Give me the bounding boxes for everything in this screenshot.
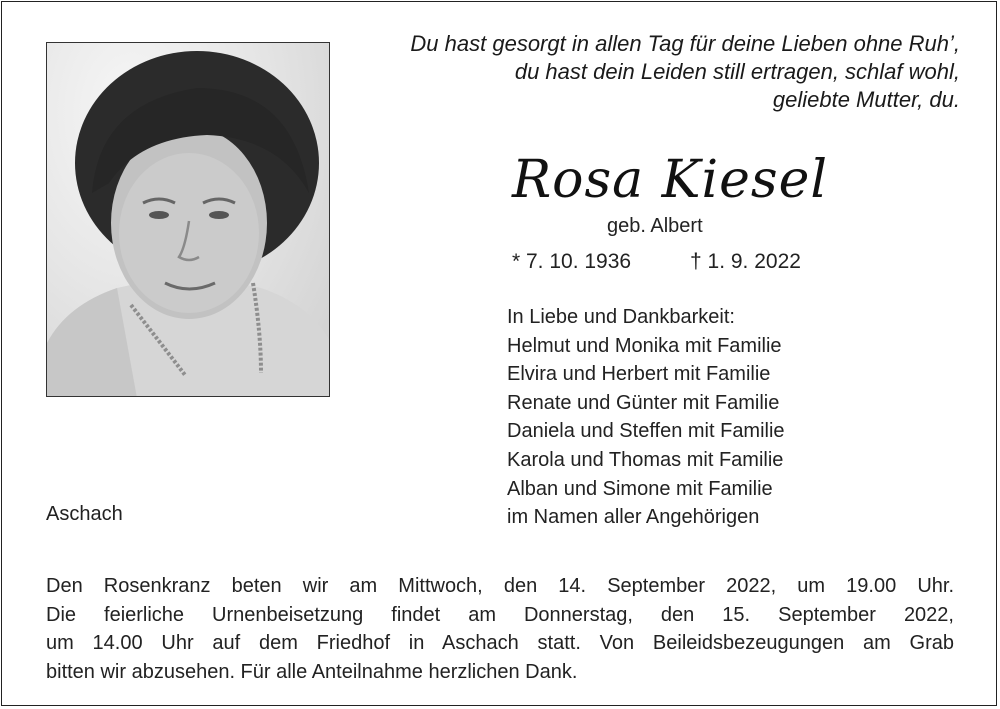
place-name: Aschach [46,503,123,525]
death-date: † 1. 9. 2022 [690,250,801,273]
birth-date: * 7. 10. 1936 [512,250,632,273]
maiden-name: geb. Albert [607,215,703,237]
deceased-name: Rosa Kiesel [512,150,829,210]
mourner-item: Alban und Simone mit Familie [507,477,773,500]
mourner-item: Renate und Günter mit Familie [507,391,780,414]
verse-line: Du hast gesorgt in allen Tag für deine Lieben ohne Ruh’, [410,31,960,56]
verse-line: du hast dein Leiden still ertragen, schlaf wohl, [514,59,960,84]
mourner-item: Daniela und Steffen mit Familie [507,420,785,443]
notice-line: bitten wir abzusehen. Für alle Anteilnahme herzlichen Dank. [46,660,578,683]
memorial-verse [410,30,960,114]
mourners-heading: In Liebe und Dankbarkeit: [507,306,735,328]
portrait-illustration [47,43,330,397]
mourner-item: im Namen aller Angehörigen [507,506,760,529]
notice-line: Die feierliche Urnenbeisetzung findet am Donnerstag, den 15. September 2022, [46,603,954,626]
service-notice [46,572,954,686]
mourner-item: Karola und Thomas mit Familie [507,448,784,471]
notice-line: Den Rosenkranz beten wir am Mittwoch, den 14. September 2022, um 19.00 Uhr. [46,575,954,597]
mourners-list [507,303,785,532]
portrait-photo [46,42,330,397]
mourner-item: Elvira und Herbert mit Familie [507,363,771,386]
mourner-item: Helmut und Monika mit Familie [507,334,782,357]
verse-line: geliebte Mutter, du. [772,87,960,112]
notice-line: um 14.00 Uhr auf dem Friedhof in Aschach statt. Von Beileidsbezeugungen am Grab [46,632,954,654]
